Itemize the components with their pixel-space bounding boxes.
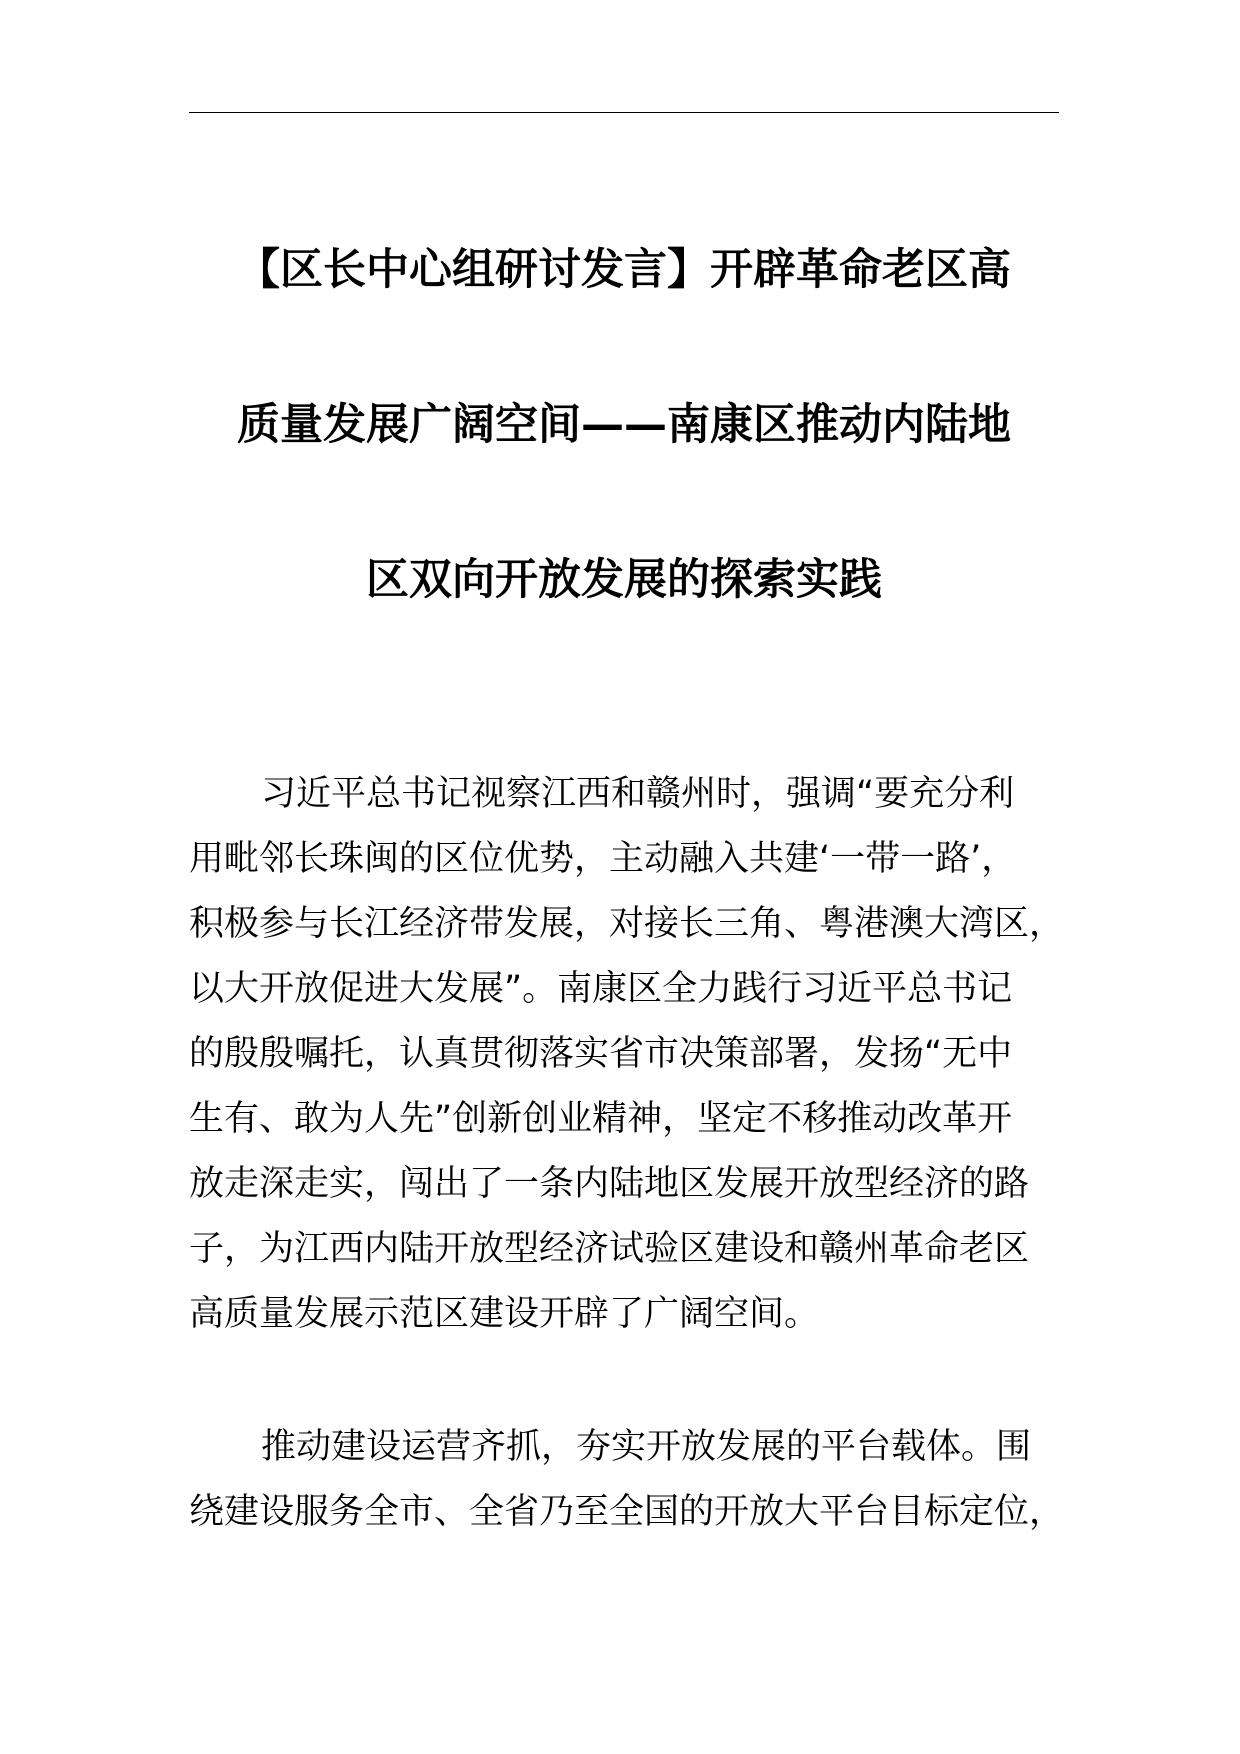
paragraph-line: 放走深走实，闯出了一条内陆地区发展开放型经济的路 [189,1164,1030,1204]
paragraph-line: 习近平总书记视察江西和赣州时，强调“要充分利 [261,774,1015,814]
paragraph-line: 推动建设运营齐抓，夯实开放发展的平台载体。围 [261,1427,1032,1467]
document-title [189,193,1059,658]
paragraph-line: 生有、敢为人先”创新创业精神，坚定不移推动改革开 [189,1099,1013,1139]
paragraph-line: 的殷殷嘱托，认真贯彻落实省市决策部署，发扬“无中 [189,1034,1013,1074]
title-line: 质量发展广阔空间——南康区推动内陆地 [237,400,1011,450]
paragraph-line: 以大开放促进大发展”。南康区全力践行习近平总书记 [189,969,1013,1009]
paragraph-line: 绕建设服务全市、全省乃至全国的开放大平台目标定位， [189,1492,1065,1532]
paragraph-platform [189,1415,1069,1545]
paragraph-line: 子，为江西内陆开放型经济试验区建设和赣州革命老区 [189,1229,1030,1269]
paragraph-line: 用毗邻长珠闽的区位优势，主动融入共建‘一带一路’， [189,839,1017,879]
paragraph-intro [189,762,1069,1347]
header-rule [189,112,1059,113]
paragraph-line: 高质量发展示范区建设开辟了广阔空间。 [189,1294,820,1334]
paragraph-line: 积极参与长江经济带发展，对接长三角、粤港澳大湾区， [189,904,1065,944]
title-line: 区双向开放发展的探索实践 [366,555,882,605]
title-line: 【区长中心组研讨发言】开辟革命老区高 [237,245,1011,295]
